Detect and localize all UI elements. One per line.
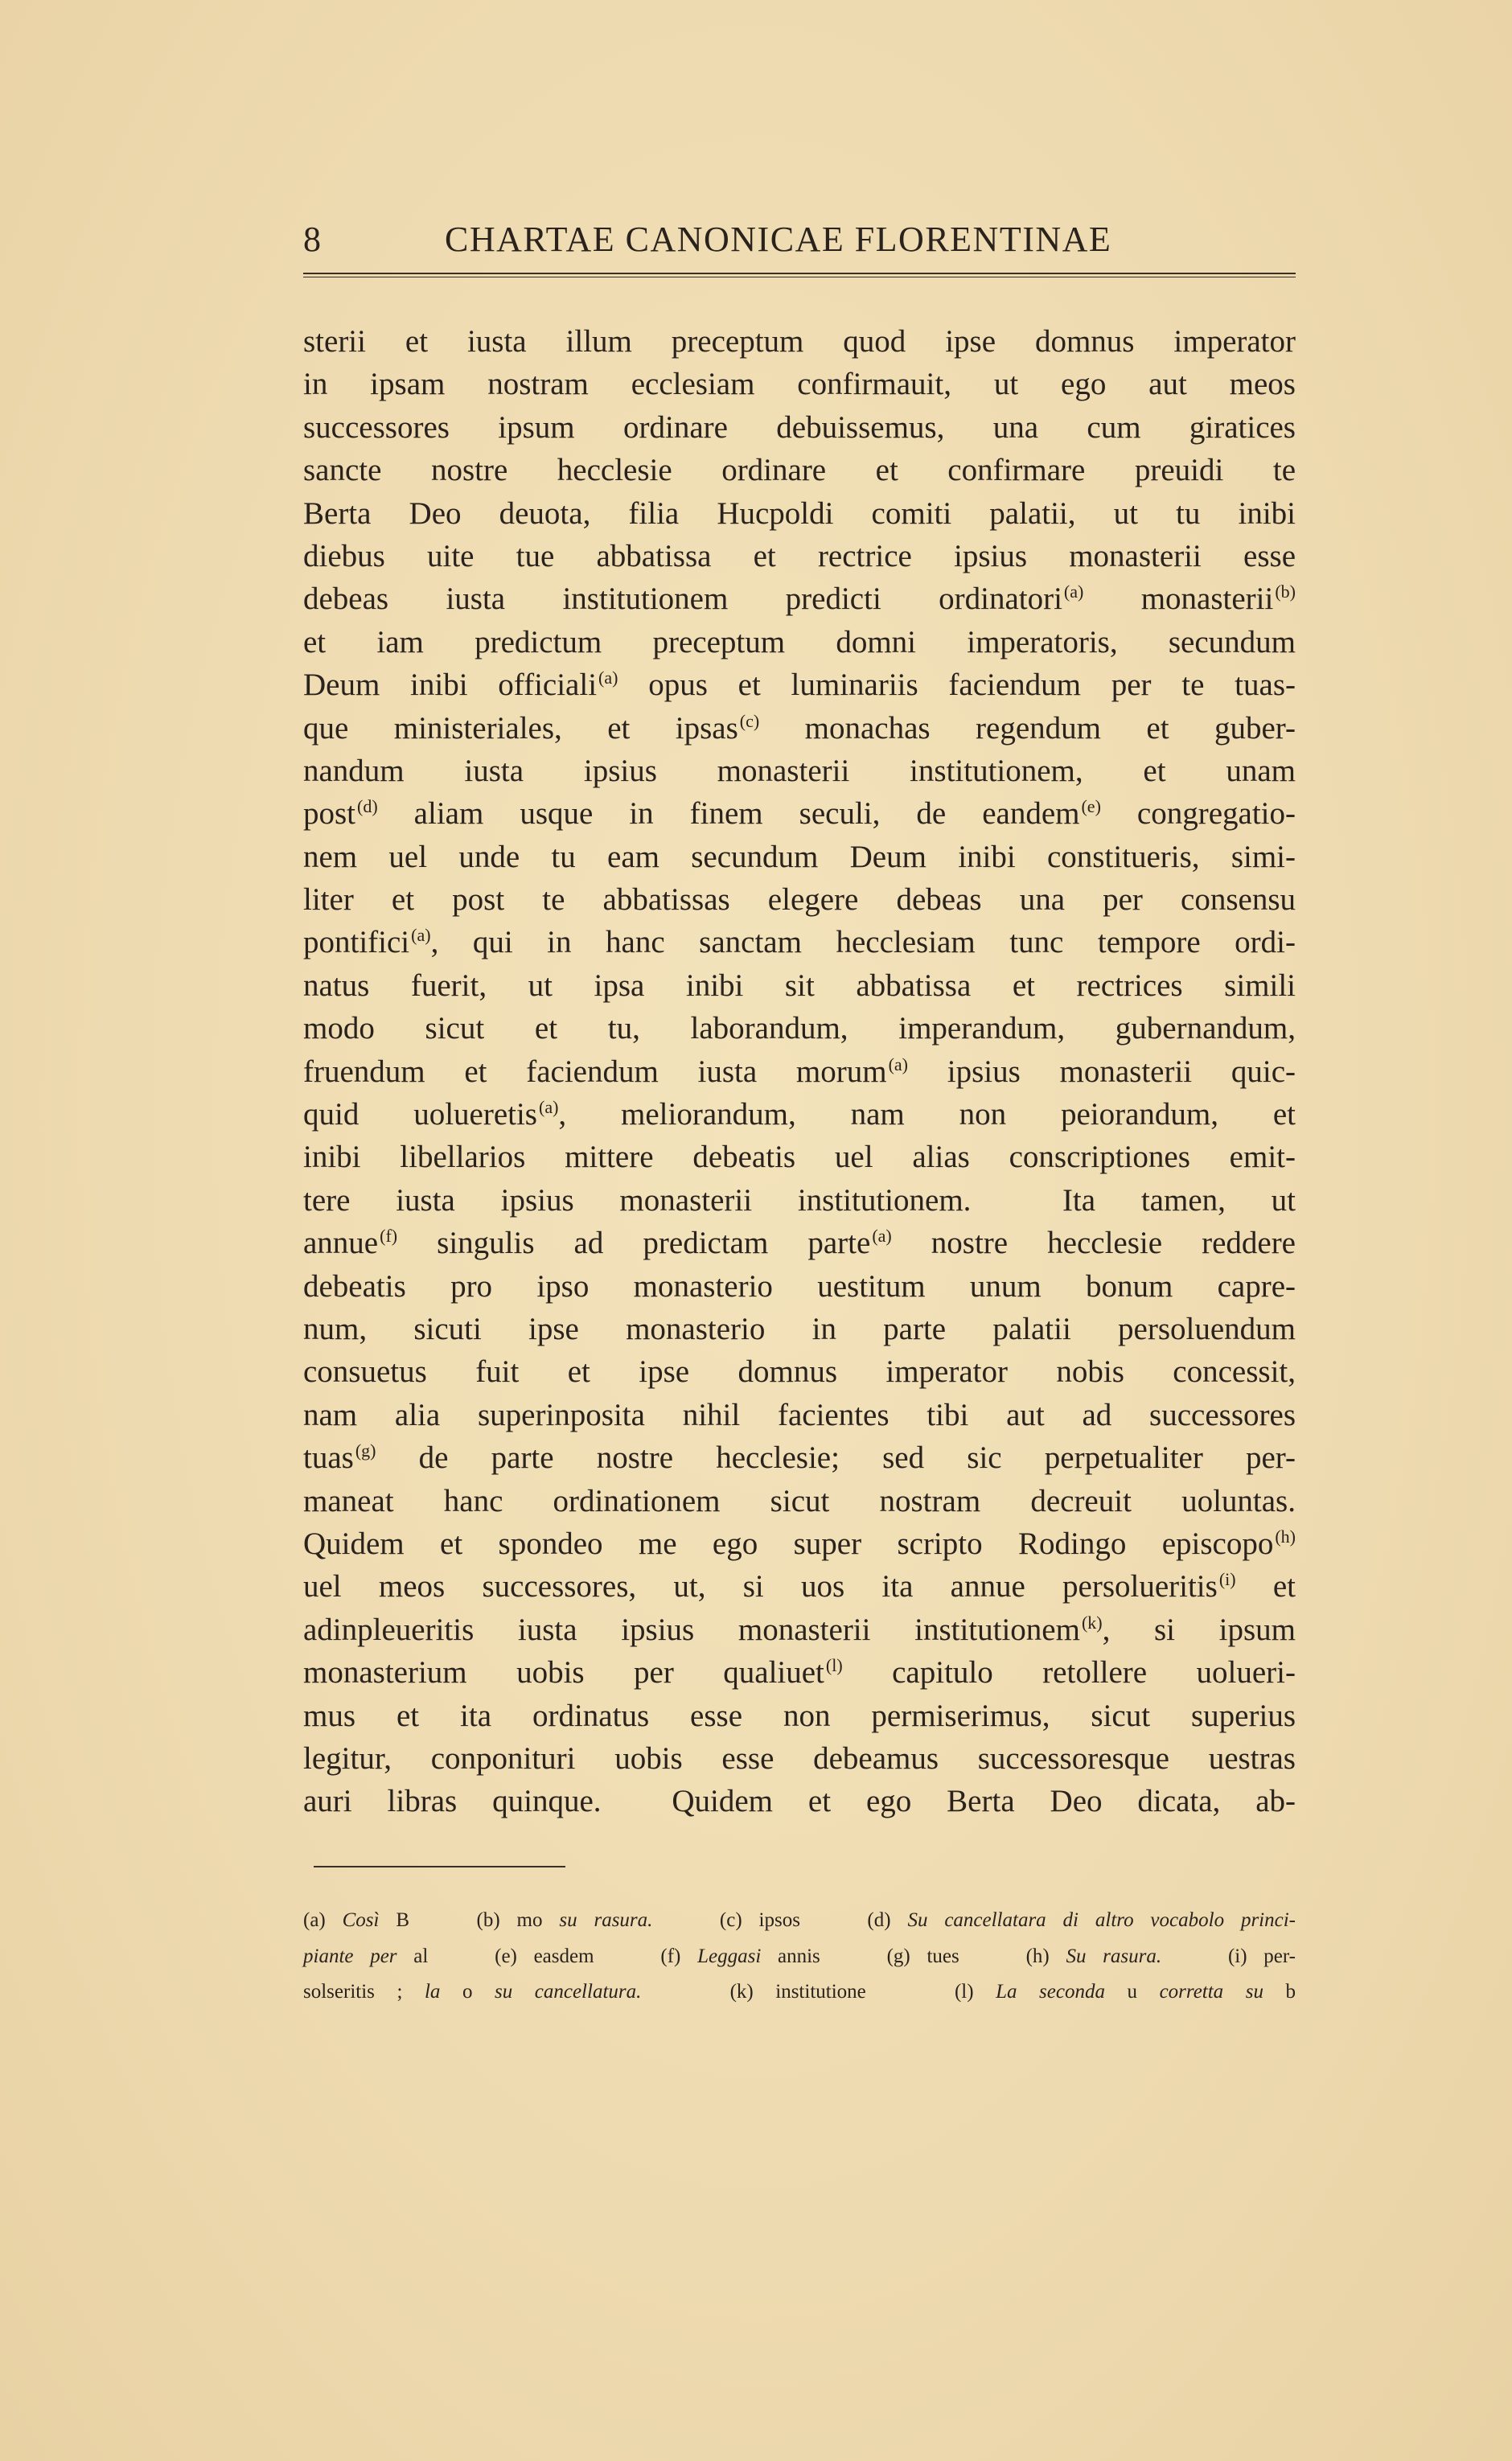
italic-segment: su cancellatura. [494,1981,642,2003]
footnote-marker: (l) [825,1655,843,1676]
footnote-marker: (g) [355,1440,376,1461]
text-line [303,1265,1296,1308]
text-line [303,1695,1296,1737]
text-segment: et [1235,1569,1296,1604]
text-line [303,535,1296,577]
text-segment: legitur, conponituri uobis esse debeamus successoresque uestras [303,1740,1296,1776]
text-segment: auri libras quinque. Quidem et ego Berta Deo dicata, ab- [303,1784,1296,1819]
running-header [303,219,1296,259]
text-segment: annue [303,1226,379,1261]
text-segment: Deum inibi officiali [303,668,598,703]
text-line [303,750,1296,792]
text-line [303,449,1296,491]
page-number: 8 [303,220,322,259]
footnote-marker: (a) [598,668,618,688]
footnote-line [303,1939,1296,1975]
running-title: CHARTAE CANONICAE FLORENTINAE [445,220,1112,259]
text-segment: solseritis ; [303,1981,425,2003]
text-segment: mus et ita ordinatus esse non permiserimus, sicut superius [303,1698,1296,1733]
text-segment: fruendum et faciendum iusta morum [303,1054,887,1089]
text-segment: B (b) mo [379,1909,560,1931]
text-line [303,1136,1296,1178]
text-line [303,406,1296,449]
footnote-marker: (a) [888,1054,909,1074]
italic-segment: Su cancellatara di altro vocabolo princi- [907,1909,1296,1931]
italic-segment: La seconda [996,1981,1105,2003]
text-segment: Berta Deo deuota, filia Hucpoldi comiti palatii, ut tu inibi [303,495,1296,531]
footnote-marker: (c) [739,710,760,731]
text-segment: , si ipsum [1102,1612,1296,1647]
body-text [303,320,1296,1823]
text-segment: et iam predictum preceptum domni imperatoris, secundum [303,624,1296,659]
text-line [303,1522,1296,1565]
footnote-marker: (a) [539,1097,559,1118]
text-segment: successores ipsum ordinare debuissemus, una cum giratices [303,409,1296,445]
text-segment: debeatis pro ipso monasterio uestitum unum bonum capre- [303,1268,1296,1304]
text-segment: aliam usque in finem seculi, de eandem [377,796,1080,832]
italic-segment: corretta su [1159,1981,1263,2003]
text-segment: (k) institutione (l) [641,1981,996,2003]
footnote-marker: (d) [357,796,378,817]
text-segment: nam alia superinposita nihil facientes tibi aut ad successores [303,1397,1296,1432]
footnotes [303,1903,1296,2011]
text-segment: diebus uite tue abbatissa et rectrice ipsius monasterii esse [303,538,1296,573]
text-segment: sancte nostre hecclesie ordinare et confirmare preuidi te [303,453,1296,488]
text-line [303,836,1296,878]
text-line [303,1737,1296,1780]
text-line [303,1436,1296,1479]
text-line [303,1050,1296,1093]
text-segment: nandum iusta ipsius monasterii institutionem, et unam [303,753,1296,788]
footnote-marker: (b) [1275,581,1296,602]
text-segment: u [1104,1981,1160,2003]
footnote-marker: (a) [1063,581,1084,602]
text-segment: modo sicut et tu, laborandum, imperandum, gubernandum, [303,1011,1296,1046]
text-line [303,921,1296,963]
text-segment: b [1263,1981,1296,2003]
text-line [303,664,1296,706]
text-line [303,1780,1296,1822]
text-segment: in ipsam nostram ecclesiam confirmauit, ut ego aut meos [303,367,1296,402]
text-segment: , meliorandum, nam non peiorandum, et [558,1097,1296,1132]
text-segment: pontifici [303,925,410,960]
footnote-marker: (h) [1275,1526,1296,1547]
text-line [303,1308,1296,1350]
header-rule [303,273,1296,274]
text-segment: monachas regendum et guber- [759,710,1296,746]
text-line [303,878,1296,921]
text-line [303,1480,1296,1522]
footnote-marker: (a) [411,925,431,946]
text-segment: tere iusta ipsius monasterii institutionem. Ita tamen, ut [303,1182,1296,1218]
text-segment: de parte nostre hecclesie; sed sic perpetualiter per- [376,1440,1296,1476]
text-line [303,1222,1296,1264]
text-segment: consuetus fuit et ipse domnus imperator nobis concessit, [303,1354,1296,1390]
footnote-marker: (a) [872,1226,892,1247]
text-segment: nostre hecclesie reddere [891,1226,1296,1261]
text-segment: post [303,796,356,832]
text-segment: maneat hanc ordinationem sicut nostram decreuit uoluntas. [303,1483,1296,1518]
text-line [303,1651,1296,1694]
text-line [303,1394,1296,1436]
text-line [303,792,1296,835]
text-line [303,1565,1296,1608]
italic-segment: Così [342,1909,380,1931]
text-segment: o [440,1981,495,2003]
text-line [303,1608,1296,1651]
text-segment: monasterium uobis per qualiuet [303,1655,824,1691]
text-segment: al (e) easdem (f) [396,1945,698,1967]
text-segment: singulis ad predictam parte [397,1226,871,1261]
text-segment: opus et luminariis faciendum per te tuas- [618,668,1296,703]
footnote-rule [314,1866,565,1867]
text-segment: num, sicuti ipse monasterio in parte palatii persoluendum [303,1311,1296,1346]
text-line [303,1093,1296,1136]
text-segment: sterii et iusta illum preceptum quod ipse domnus imperator [303,324,1296,359]
text-segment: quid uolueretis [303,1097,537,1132]
footnote-marker: (k) [1081,1612,1103,1633]
footnote-line [303,1974,1296,2011]
text-segment: monasterii [1083,581,1274,617]
text-segment: congregatio- [1100,796,1296,832]
text-line [303,1179,1296,1222]
text-segment: inibi libellarios mittere debeatis uel alias conscriptiones emit- [303,1140,1296,1175]
text-segment: (c) ipsos (d) [652,1909,908,1931]
footnote-marker: (e) [1081,796,1101,817]
text-segment: debeas iusta institutionem predicti ordinatori [303,581,1062,617]
text-segment: uel meos successores, ut, si uos ita annue persolueritis [303,1569,1218,1604]
text-line [303,964,1296,1007]
text-line [303,363,1296,405]
italic-segment: la [424,1981,441,2003]
text-line [303,707,1296,750]
text-line [303,577,1296,620]
text-segment: (i) per- [1161,1945,1296,1967]
italic-segment: Leggasi [697,1945,762,1967]
italic-segment: su rasura. [559,1909,653,1931]
italic-segment: Su rasura. [1066,1945,1162,1967]
footnote-line [303,1903,1296,1939]
text-segment: ipsius monasterii quic- [908,1054,1296,1089]
text-segment: (a) [303,1909,343,1931]
text-segment: liter et post te abbatissas elegere debeas una per consensu [303,882,1296,918]
text-segment: natus fuerit, ut ipsa inibi sit abbatissa et rectrices simili [303,968,1296,1003]
footnote-marker: (f) [380,1226,398,1247]
text-segment: nem uel unde tu eam secundum Deum inibi constitueris, simi- [303,839,1296,874]
text-line [303,492,1296,535]
text-segment: adinpleueritis iusta ipsius monasterii institutionem [303,1612,1080,1647]
text-segment: annis (g) tues (h) [761,1945,1066,1967]
text-segment: Quidem et spondeo me ego super scripto Rodingo episcopo [303,1526,1274,1561]
footnote-marker: (i) [1218,1569,1236,1590]
text-segment: , qui in hanc sanctam hecclesiam tunc tempore ordi- [430,925,1296,960]
text-line [303,621,1296,664]
text-line [303,320,1296,363]
text-line [303,1350,1296,1393]
italic-segment: piante per [303,1945,397,1967]
text-line [303,1007,1296,1050]
text-segment: tuas [303,1440,354,1476]
text-segment: capitulo retollere uolueri- [842,1655,1296,1691]
text-segment: que ministeriales, et ipsas [303,710,738,746]
